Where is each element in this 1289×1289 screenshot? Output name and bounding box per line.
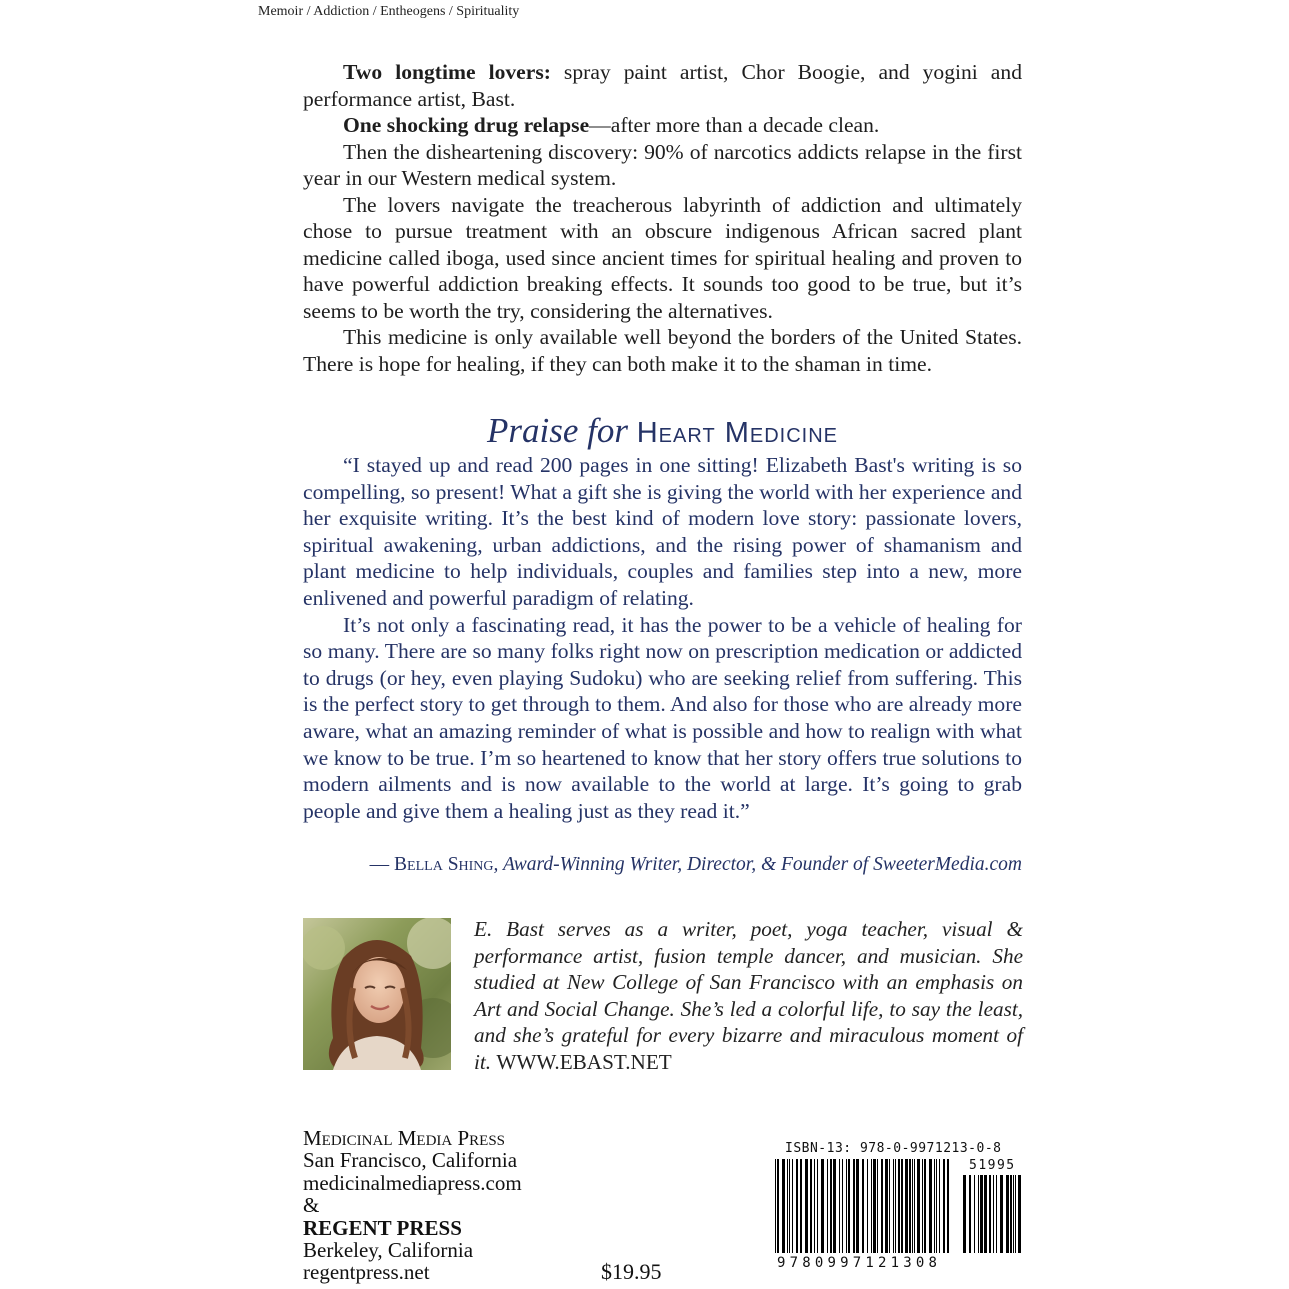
barcode-bar	[936, 1159, 937, 1253]
barcode-bar	[914, 1159, 915, 1253]
isbn-label: ISBN-13: 978-0-9971213-0-8	[785, 1141, 1002, 1156]
blurb-paragraph: Then the disheartening discovery: 90% of narcotics addicts relapse in the first year in our Western medical system.	[303, 139, 1022, 190]
barcode-bar	[787, 1159, 788, 1253]
barcode-bar	[939, 1159, 940, 1253]
praise-heading	[303, 409, 1022, 455]
publisher-ampersand: &	[303, 1193, 320, 1218]
publisher-block	[303, 1127, 522, 1284]
barcode-bar	[805, 1159, 808, 1253]
publisher-city: San Francisco, California	[303, 1148, 518, 1173]
barcode-bar	[969, 1175, 971, 1253]
barcode-bar	[929, 1159, 932, 1253]
publisher-url: regentpress.net	[303, 1260, 430, 1285]
barcode-bar	[877, 1159, 878, 1253]
barcode-bar	[862, 1159, 864, 1253]
barcode-bar	[881, 1159, 883, 1253]
barcode-bar	[856, 1159, 859, 1253]
barcode-bar	[898, 1159, 900, 1253]
barcode-bar	[817, 1159, 818, 1253]
barcode-bar	[912, 1159, 913, 1253]
barcode-bar	[980, 1175, 983, 1253]
barcode-bar	[989, 1175, 991, 1253]
author-bio	[474, 916, 1023, 1076]
barcode-bar	[943, 1159, 945, 1253]
barcode-bar	[777, 1159, 779, 1253]
barcode-bar	[821, 1159, 824, 1253]
barcode-bar	[775, 1159, 776, 1253]
author-photo	[303, 918, 451, 1070]
blurb-paragraph: The lovers navigate the treacherous labyrinth of addiction and ultimately chose to pursue treatment with an obscure indigenous African sacred plant medicine called iboga, used since ancient times for spiritual healing and proven to have powerful addiction breaking effects. It sounds too good to be true, but it’s seems to be worth the try, considering the alternatives.	[303, 192, 1022, 323]
barcode-bar	[839, 1159, 840, 1253]
barcode-bar	[853, 1159, 855, 1253]
barcode-bar	[893, 1159, 894, 1253]
praise-heading-italic: Praise for	[487, 411, 628, 450]
barcode-bar	[917, 1159, 920, 1253]
barcode-bar	[895, 1159, 896, 1253]
barcode-bar	[993, 1175, 994, 1253]
barcode-bar	[833, 1159, 836, 1253]
quote-attribution	[303, 853, 1022, 877]
barcode-bar	[984, 1175, 987, 1253]
barcode-bar	[842, 1159, 843, 1253]
blurb-paragraph	[303, 59, 1022, 112]
barcode-bar	[1006, 1175, 1009, 1253]
blurb-bold-lead: One shocking drug relapse	[343, 113, 590, 137]
praise-quote	[303, 452, 1022, 824]
barcode-bar	[1015, 1175, 1016, 1253]
barcode-bar	[924, 1159, 926, 1253]
barcode-bar	[873, 1159, 876, 1253]
barcode-bar	[1000, 1175, 1003, 1253]
attribution-name: Bella Shing	[394, 854, 494, 875]
barcode-bar	[867, 1159, 868, 1253]
publisher-url: medicinalmediapress.com	[303, 1170, 522, 1195]
barcode-bar	[846, 1159, 847, 1253]
blurb-paragraph: This medicine is only available well beyond the borders of the United States. There is hope for healing, if they can both make it to the shaman in time.	[303, 325, 1022, 376]
genre-line: Memoir / Addiction / Entheogens / Spirituality	[258, 4, 520, 19]
barcode-ean-digits: 9780997121308	[777, 1255, 942, 1271]
barcode-bar	[922, 1159, 923, 1253]
publisher-city: Berkeley, California	[303, 1238, 474, 1263]
price-label: $19.95	[601, 1259, 662, 1284]
publisher-name: REGENT PRESS	[303, 1215, 462, 1240]
book-blurb	[303, 59, 1022, 377]
quote-paragraph: “I stayed up and read 200 pages in one sitting! Elizabeth Bast's writing is so compelling, so present! What a gift she is giving the world with her experience and her exquisite writing. It’s the best kind of modern love story: passionate lovers, spiritual awakening, urban addictions, and the rising power of shamanism and plant medicine to help individuals, couples and families step into a new, more enlivened and powerful paradigm of relating.	[303, 453, 1022, 610]
blurb-text: —after more than a decade clean.	[589, 113, 880, 137]
barcode-bar	[810, 1159, 812, 1253]
barcode-bar	[905, 1159, 908, 1253]
blurb-paragraph	[303, 112, 1022, 139]
barcode-bar	[909, 1159, 911, 1253]
barcode-bar	[830, 1159, 832, 1253]
barcode-bar	[889, 1159, 890, 1253]
barcode-bar	[1010, 1175, 1012, 1253]
barcode-bar	[782, 1159, 785, 1253]
barcode-bar	[885, 1159, 888, 1253]
barcode-bar	[1013, 1175, 1014, 1253]
blurb-text: spray paint artist, Chor Boogie, and yogini and performance artist, Bast.	[303, 60, 1022, 111]
barcode-bar	[827, 1159, 828, 1253]
barcode-bar	[792, 1159, 793, 1253]
barcode-bar	[848, 1159, 850, 1253]
barcode-bar	[978, 1175, 979, 1253]
publisher-name: Medicinal Media Press	[303, 1126, 506, 1150]
author-website: WWW.EBAST.NET	[496, 1049, 672, 1074]
barcode-bar	[814, 1159, 815, 1253]
barcode-bar	[789, 1159, 790, 1253]
barcode-bar	[974, 1175, 975, 1253]
barcode-bar	[963, 1175, 966, 1253]
barcode-bar	[996, 1175, 997, 1253]
blurb-bold-lead: Two longtime lovers:	[343, 60, 551, 84]
barcode-bars	[771, 1141, 1026, 1271]
barcode-bar	[796, 1159, 798, 1253]
attribution-role: , Award-Winning Writer, Director, & Founder of SweeterMedia.com	[493, 854, 1022, 875]
barcode-bar	[947, 1159, 949, 1253]
barcode-bar	[934, 1159, 935, 1253]
barcode-bar	[901, 1159, 903, 1253]
praise-heading-title: Heart Medicine	[636, 417, 838, 449]
author-photo-image	[303, 918, 451, 1070]
barcode-bar	[800, 1159, 802, 1253]
barcode-addon-digits: 51995	[969, 1158, 1016, 1173]
barcode-bar	[871, 1159, 872, 1253]
isbn-barcode	[771, 1141, 1026, 1271]
attribution-dash: —	[369, 854, 395, 875]
barcode-bar	[1018, 1175, 1021, 1253]
bio-text: E. Bast serves as a writer, poet, yoga teacher, visual & performance artist, fusion temple dancer, and musician. She studied at New College of San Francisco with an emphasis on Art and Social Change. She’s led a colorful life, to say the least, and she’s grateful for every bizarre and miraculous moment of it.	[474, 917, 1023, 1074]
quote-paragraph: It’s not only a fascinating read, it has the power to be a vehicle of healing for so many. There are so many folks right now on prescription medication or addicted to drugs (or hey, even playing Sudoku) who are seeking relief from suffering. This is the perfect story to get through to them. And also for those who are already more aware, what an amazing reminder of what is possible and how to realign with what we know to be true. I’m so heartened to know that her story offers true solutions to modern ailments and is now available to the world at large. It’s going to grab people and give them a healing just as they read it.”	[303, 612, 1022, 823]
